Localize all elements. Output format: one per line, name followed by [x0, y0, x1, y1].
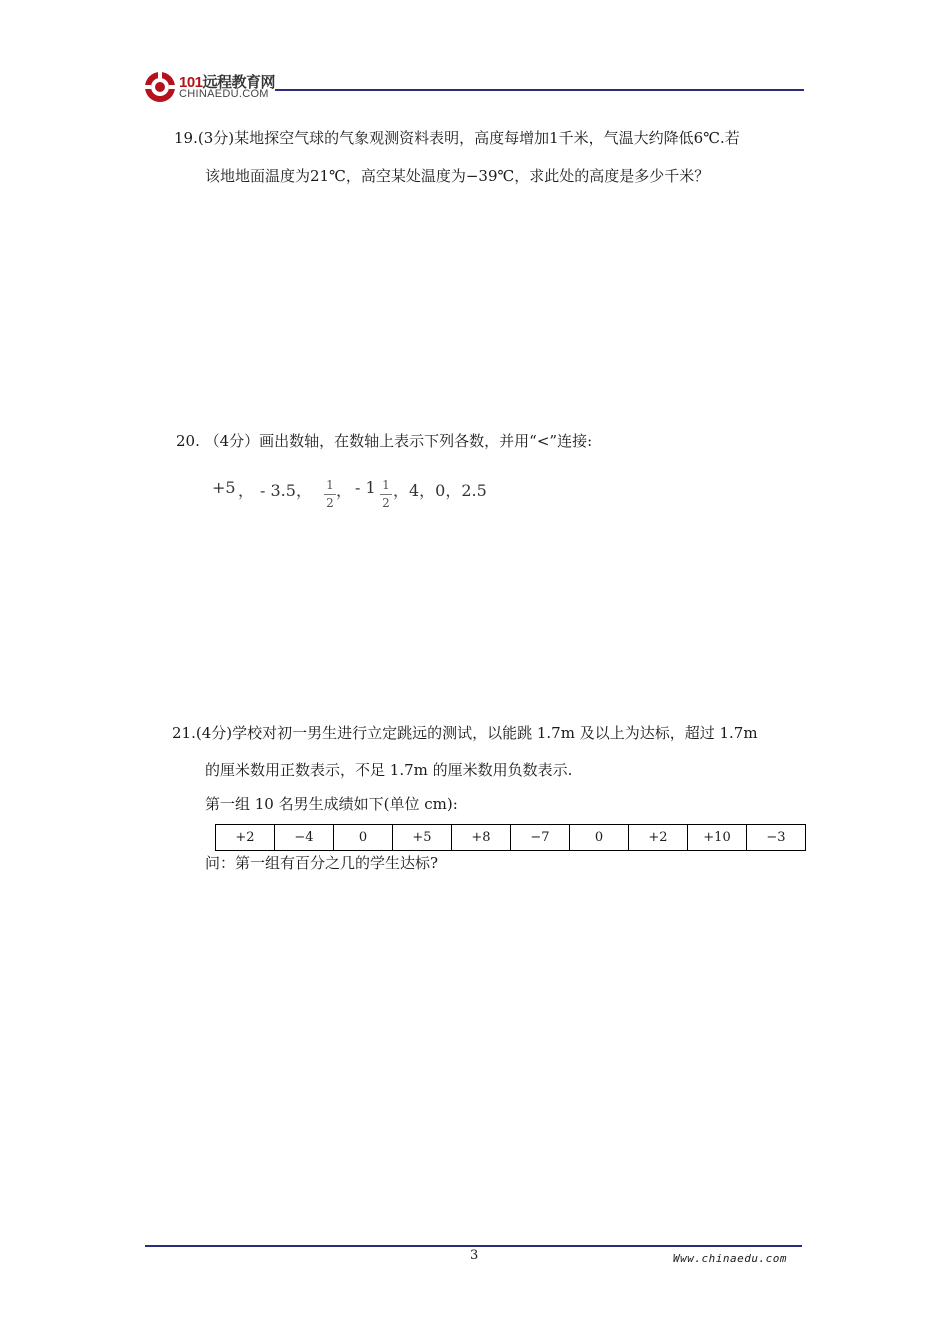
scores-table: [215, 824, 806, 851]
question-21-table-caption: 第一组 10 名男生成绩如下(单位 cm):: [205, 795, 458, 813]
question-21-text: 21.(4分)学校对初一男生进行立定跳远的测试，以能跳 1.7m 及以上为达标，超过 1.7m: [172, 724, 758, 742]
table-cell: +10: [688, 825, 747, 851]
logo-text: 远程教育网: [202, 74, 276, 91]
table-cell: 0: [334, 825, 393, 851]
mixed-number-fraction: [380, 478, 392, 511]
number-list-rest: ，4，0，2.5: [393, 481, 487, 500]
question-21-text-continued: 的厘米数用正数表示，不足 1.7m 的厘米数用负数表示.: [205, 761, 573, 779]
table-cell: +8: [452, 825, 511, 851]
number-minus-3-5: - 3.5，: [260, 481, 312, 500]
number-plus-5: +5: [212, 478, 236, 497]
question-19-text: 19.(3分)某地探空气球的气象观测资料表明，高度每增加1千米，气温大约降低6℃.若: [174, 129, 740, 147]
fraction-numerator: 1: [382, 478, 390, 492]
fraction-bar: [324, 494, 336, 495]
fraction-one-half: [324, 478, 336, 511]
header-divider: [275, 89, 804, 91]
table-cell: +2: [216, 825, 275, 851]
mixed-number-whole: - 1: [355, 478, 376, 497]
question-19-text-continued: 该地地面温度为21℃，高空某处温度为−39℃，求此处的高度是多少千米？: [205, 167, 710, 185]
fraction-denominator: 2: [326, 496, 334, 510]
question-20-text: 20. （4分）画出数轴，在数轴上表示下列各数，并用“<”连接:: [176, 432, 593, 450]
fraction-numerator: 1: [326, 478, 334, 492]
logo-emblem-icon: [143, 70, 177, 104]
table-cell: +5: [393, 825, 452, 851]
fraction-denominator: 2: [382, 496, 390, 510]
page-number: 3: [470, 1248, 479, 1263]
table-cell: +2: [629, 825, 688, 851]
logo-subtext: CHINAEDU.COM: [179, 88, 269, 100]
footer-url: Www.chinaedu.com: [673, 1252, 787, 1265]
table-cell: −4: [275, 825, 334, 851]
number-separator: ，: [238, 481, 255, 500]
chinaedu-logo: [143, 68, 283, 106]
table-cell: −7: [511, 825, 570, 851]
table-cell: −3: [747, 825, 806, 851]
question-21-prompt: 问：第一组有百分之几的学生达标?: [205, 854, 439, 872]
fraction-bar: [380, 494, 392, 495]
footer-divider: [145, 1245, 802, 1247]
table-cell: 0: [570, 825, 629, 851]
logo-number: 101: [179, 74, 203, 91]
table-row: [216, 825, 806, 851]
number-separator: ，: [336, 481, 353, 500]
